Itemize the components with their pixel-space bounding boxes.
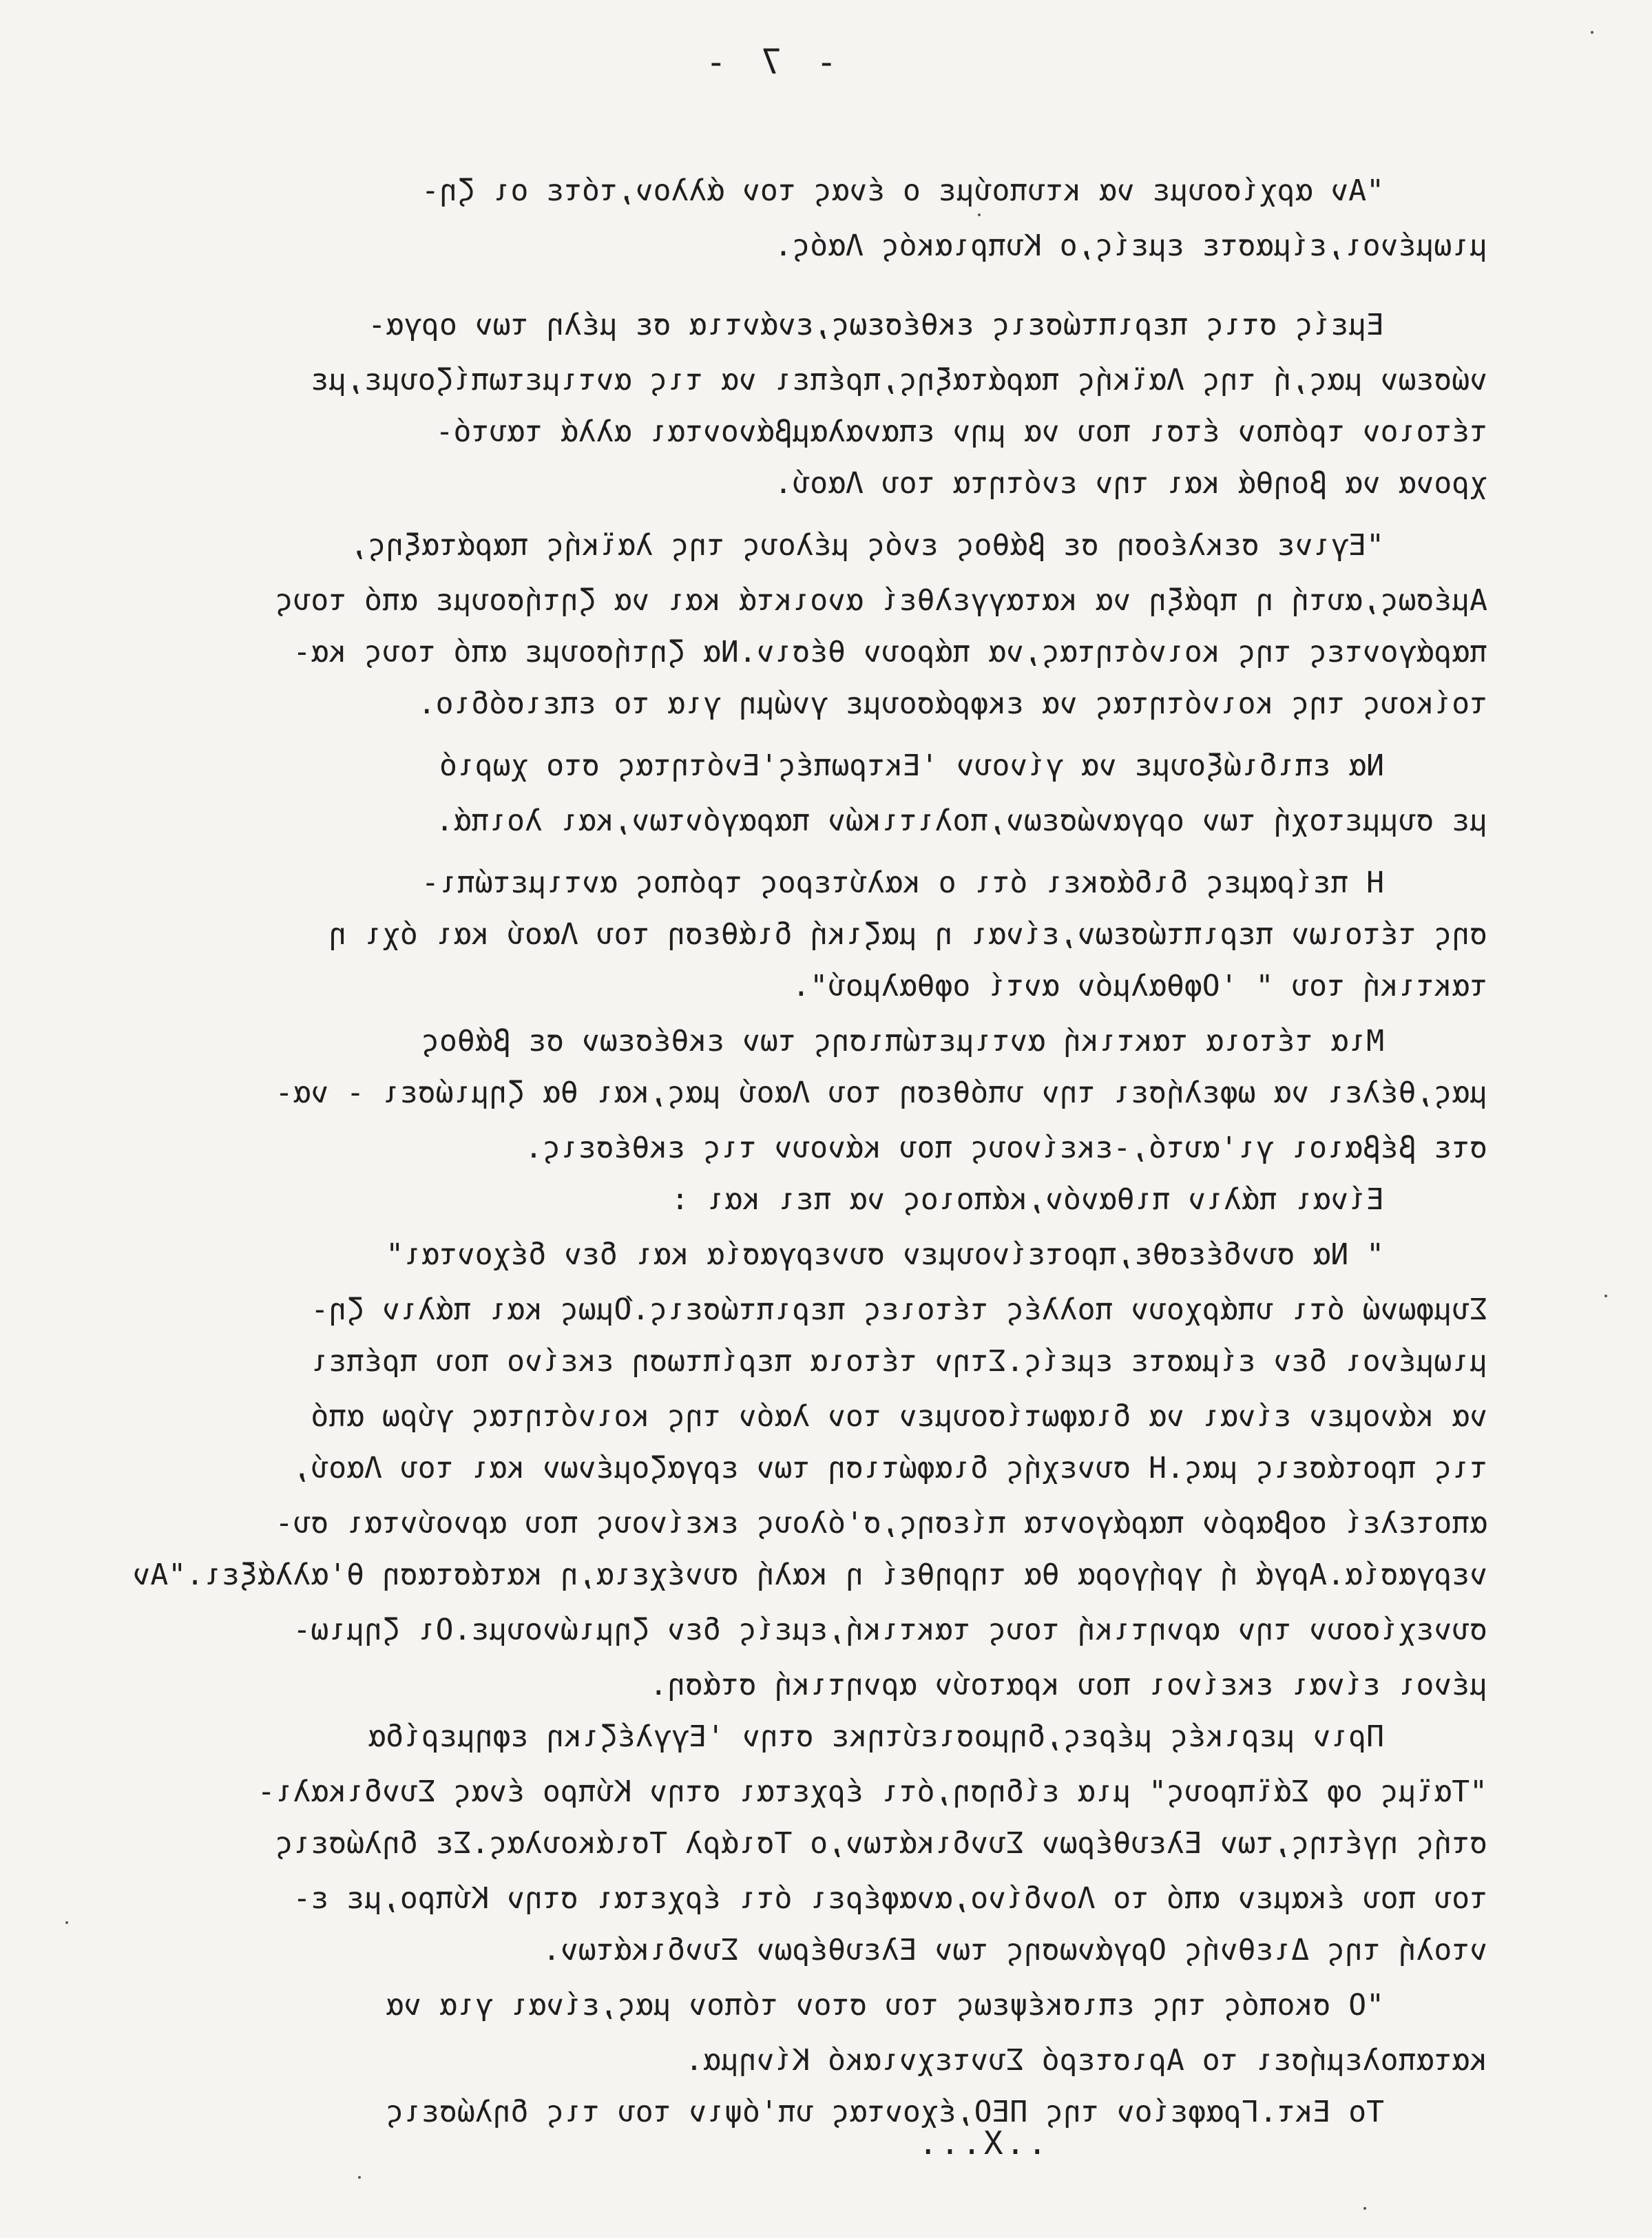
text-line: "Ο σκοπός της επισκέψεως του στον τόπον μας,είναι για να (386, 1988, 1384, 2022)
page-number: - 7 - (698, 42, 837, 82)
text-line: συνεχίσουν την αρνητική τους τακτική,εμείς δεν ζημιώνουμε.Οι ζημιω- (293, 1613, 1487, 1647)
text-line: σης τέτοιων περιπτώσεων,είναι η μαζική διάθεση του Λαού και όχι η (328, 917, 1487, 952)
text-line: νεργασία.Αργά ή γρήγορα θα τηρηθεί η καλή συνέχεια,η κατάσταση θ'αλλάξει."Αν (132, 1558, 1487, 1592)
text-line: μας,θέλει να ωφελήσει την υπόθεση του Λαού μας,και θα ζημιώσει - να- (275, 1076, 1487, 1110)
text-line: μιωμένοι,είμαστε εμείς,ο Κυπριακός Λαός. (774, 229, 1487, 263)
text-line: του που έκαμεν από το Λονδίνο,αναφέρει ότι έρχεται στην Κύπρο,με ε- (293, 1881, 1487, 1916)
text-line: Το Εκτ.Γραφείον της ΠΕΟ,έχοντας υπ'όψιν του τις δηλώσεις (386, 2095, 1384, 2129)
text-line: μιωμένοι δεν είμαστε εμείς.Στην τέτοια περίπτωση εκείνο που πρέπει (311, 1344, 1487, 1379)
scan-speck (978, 213, 981, 216)
text-line: τέτοιον τρόπον έτσι που να μην επαναλαμβάνονται αλλά ταυτό- (435, 415, 1487, 449)
text-line: Η πείραμες διδάσκει ότι ο καλύτερος τρόπος αντιμετώπι- (421, 866, 1384, 900)
text-line: νώσεων μας,ή της Λαϊκής παράταξης,πρέπει να τις αντιμετωπίζουμε,με (311, 363, 1487, 397)
mirrored-typescript (48, 0, 1487, 2238)
text-line: τακτική του " 'Οφθαλμόν αντί οφθαλμού". (792, 969, 1487, 1003)
text-line: "Ταϊμς οφ Σάϊπρους" μια είδηση,ότι έρχεται στην Κύπρο ένας Συνδικαλι- (257, 1775, 1487, 1809)
text-line: Να επιδιώξουμε να γίνουν 'Εκτρωπές'Ενότητας στο χωριό (439, 749, 1384, 783)
text-line: " Να συνδέεσθε,προτείνουμεν συνεργασία και δεν δέχονται" (386, 1237, 1384, 1272)
text-line: αποτελεί σοβαρόν παράγοντα πίεσης,σ'όλους εκείνους που αρνούνται συ- (275, 1506, 1487, 1540)
text-line: στε βέβαιοι γι'αυτό,-εκείνους που κάνουν τις εκθέσεις. (525, 1131, 1487, 1165)
text-line: τοίκους της κοινότητας να εκφράσουμε γνώμη για το επεισόδιο. (417, 687, 1487, 721)
text-line: καταπολεμήσει το Αριστερό Συντεχνιακό Κίνημα. (685, 2043, 1487, 2078)
text-line: χρονα να βοηθά και την ενότητα του Λαού. (774, 466, 1487, 501)
closing-mark: ..X... (915, 2124, 1047, 2162)
text-line: στής ηγέτης,των Ελευθέρων Συνδικάτων,ο Τσιάρλ Τσιάκουλας.Σε δηλώσεις (275, 1826, 1487, 1861)
text-line: "Αν αρχίσουμε να κτυπούμε ο ένας τον άλλον,τότε οι ζη- (421, 174, 1384, 208)
text-line: τις προτάσεις μας.Η συνεχής διαφώτιση των εργαζομένων και του Λαού, (293, 1451, 1487, 1485)
scan-speck (358, 2176, 361, 2179)
text-line: Συμφωνώ ότι υπάρχουν πολλές τέτοιες περιπτώσεις.Όμως και πάλιν ζη- (311, 1293, 1487, 1327)
text-line: Εμείς στις περιπτώσεις εκθέσεως,ενάντια σε μέλη των οργα- (368, 308, 1384, 342)
text-line: παράγοντες της κοινότητας,να πάρουν θέσιν.Να ζητήσουμε από τους κα- (293, 635, 1487, 669)
text-line: μένοι είναι εκείνοι που κρατούν αρνητική στάση. (649, 1668, 1487, 1702)
scan-speck (1591, 31, 1593, 34)
text-line: Μια τέτοια τακτική αντιμετώπισης των εκθέσεων σε βάθος (421, 1024, 1384, 1058)
scan-speck (1363, 2207, 1366, 2210)
text-line: Είναι πάλιν πιθανόν,κάποιος να πει και : (671, 1182, 1384, 1217)
text-line: Αμέσως,αυτή η πράξη να καταγγελθεί ανοικτά και να ζητήσουμε από τους (275, 583, 1487, 618)
scan-speck (65, 1921, 68, 1924)
text-line: ντολή της Διεθνής Οργάνωσης των Ελευθέρων Συνδικάτων. (542, 1933, 1487, 1967)
text-line: να κάνομεν είναι να διαφωτίσουμεν τον λαόν της κοινότητας γύρω από (311, 1399, 1487, 1434)
text-line: "Εγινε σεκλέοση σε βάθος ενός μέλους της λαϊκής παράταξης, (350, 528, 1384, 563)
scan-speck (1604, 1295, 1607, 1297)
text-line: Πριν μερικές μέρες,δημοσιεύτηκε στην 'Εγγλέζικη εφημερίδα (368, 1719, 1384, 1754)
text-line: με συμμετοχή των οργανώσεων,πολιτικών παραγόντων,και λοιπά. (435, 804, 1487, 838)
